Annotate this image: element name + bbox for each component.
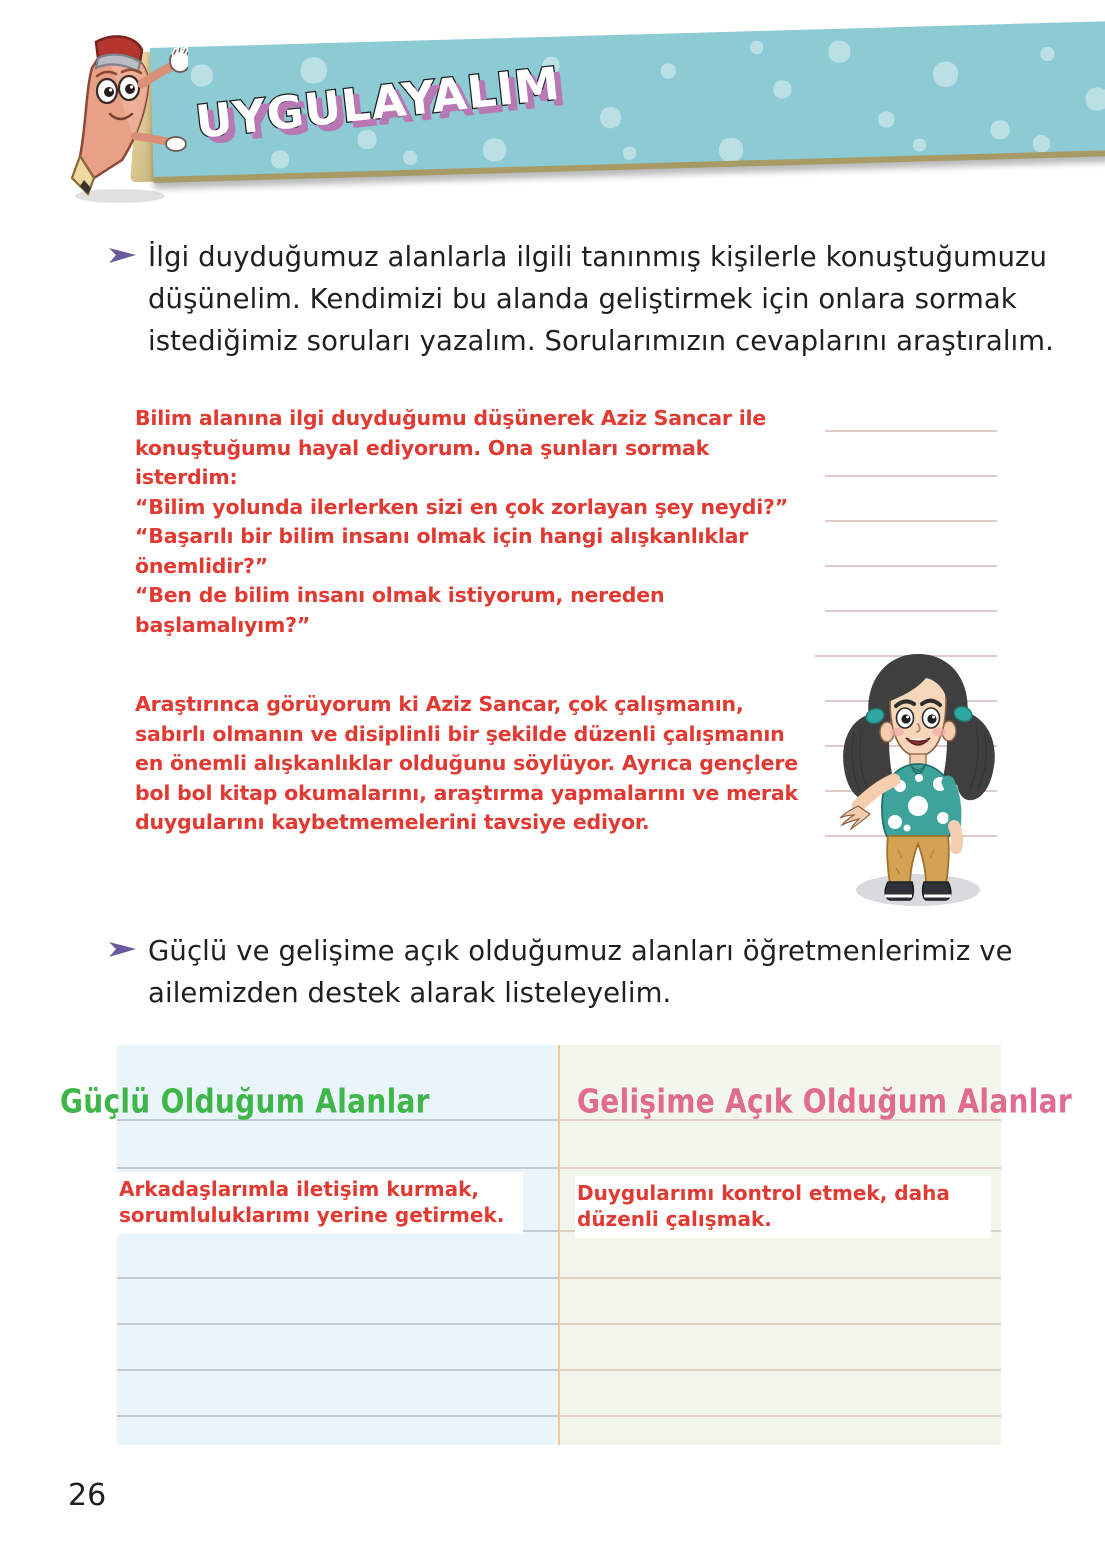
answer-line: “Ben de bilim insanı olmak istiyorum, nereden	[135, 583, 665, 607]
answer-line: “Başarılı bir bilim insanı olmak için hangi alışkanlıklar	[135, 524, 749, 548]
student-answer-paragraph-1	[135, 404, 825, 640]
answer-line: “Bilim yolunda ilerlerken sizi en çok zorlayan şey neydi?”	[135, 494, 788, 519]
answer-line: önemlidir?”	[135, 553, 268, 578]
answer-line: duygularını kaybetmemelerini tavsiye ediyor.	[135, 810, 650, 834]
answer-line: en önemli alışkanlıklar olduğunu söylüyor. Ayrıca gençlere	[135, 751, 798, 775]
instruction-text-1: İlgi duyduğumuz alanlarla ilgili tanınmış kişilerle konuştuğumuzu düşünelim. Kendimizi bu alanda geliştirmek için onlara sormak istediğimiz soruları yazalım. Sorularımızın cevaplarını araştıralım.	[148, 241, 1055, 357]
answer-line: Bilim alanına ilgi duyduğumu düşünerek Aziz Sancar ile	[135, 406, 767, 430]
arrow-bullet-icon	[108, 939, 138, 961]
answer-line: bol bol kitap okumalarını, araştırma yapmalarını ve merak	[135, 780, 798, 805]
student-answer-paragraph-2	[135, 690, 825, 838]
instruction-text-2: Güçlü ve gelişime açık olduğumuz alanları öğretmenlerimiz ve ailemizden destek alarak listeleyelim.	[148, 935, 1013, 1009]
banner-title: UYGULAYALIM	[193, 56, 563, 149]
pencil-mascot-icon	[58, 28, 188, 203]
table-column-divider	[558, 1045, 560, 1445]
answer-line: Araştırınca görüyorum ki Aziz Sancar, çok çalışmanın,	[135, 692, 744, 716]
girl-character-illustration	[818, 628, 1013, 910]
instruction-item-1	[108, 236, 1088, 362]
instruction-item-2	[108, 930, 1088, 1014]
table-answer-strengths[interactable]: Arkadaşlarımla iletişim kurmak, sorumluluklarımı yerine getirmek.	[117, 1172, 523, 1234]
answer-line: başlamalıyım?”	[135, 612, 311, 637]
header-banner	[0, 0, 1105, 215]
arrow-bullet-icon	[108, 245, 138, 267]
page-number: 26	[68, 1478, 107, 1513]
table-header-strengths: Güçlü Olduğum Alanlar	[60, 1082, 430, 1121]
table-answer-growth[interactable]: Duygularımı kontrol etmek, daha düzenli çalışmak.	[575, 1176, 991, 1238]
table-header-growth: Gelişime Açık Olduğum Alanlar	[577, 1082, 1072, 1121]
answer-line: sabırlı olmanın ve disiplinli bir şekilde düzenli çalışmanın	[135, 721, 785, 746]
answer-line: isterdim:	[135, 465, 238, 489]
answer-line: konuştuğumu hayal ediyorum. Ona şunları sormak	[135, 435, 710, 460]
